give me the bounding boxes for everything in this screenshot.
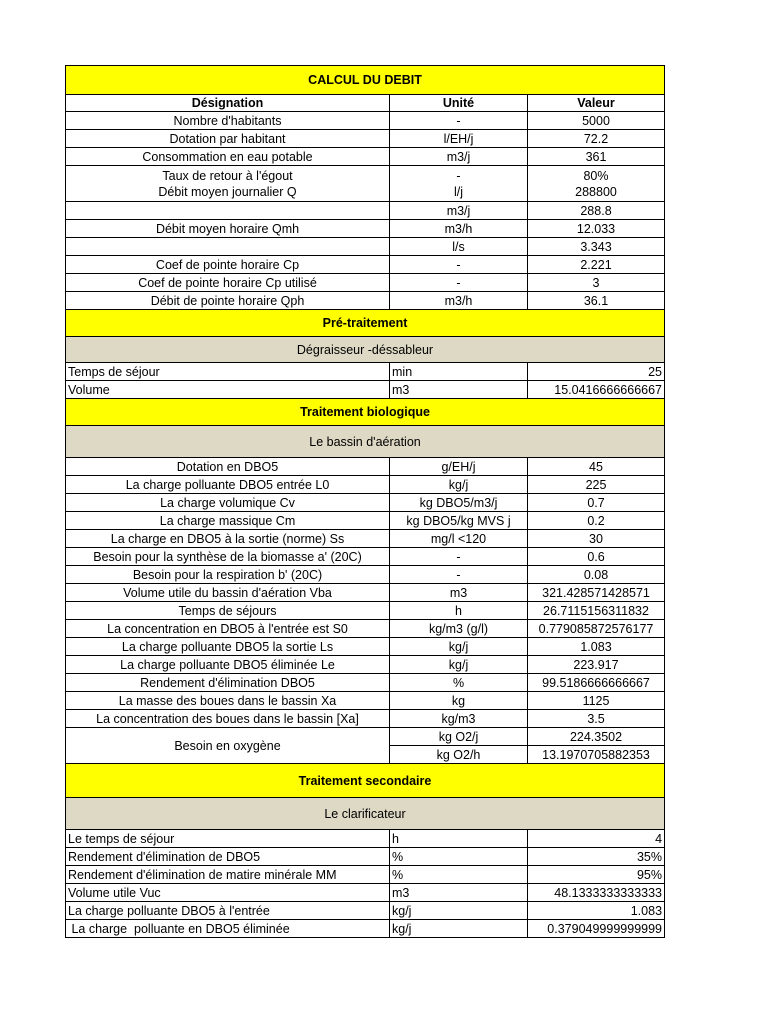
calcul-table [65,65,665,938]
cell-valeur: 224.3502 [528,728,665,746]
cell-valeur-merged [528,166,665,202]
cell-valeur: 13.1970705882353 [528,746,665,764]
cell-valeur: 12.033 [528,220,665,238]
cell-valeur: 95% [528,866,665,884]
header-designation: Désignation [66,95,390,112]
cell-designation: Volume utile Vuc [66,884,390,902]
cell-unite: % [390,848,528,866]
cell-unite-merged [390,166,528,202]
cell-valeur: 0.2 [528,512,665,530]
cell-valeur: 45 [528,458,665,476]
cell-designation: La charge en DBO5 à la sortie (norme) Ss [66,530,390,548]
cell-designation: La charge polluante DBO5 éliminée Le [66,656,390,674]
cell-designation: La concentration des boues dans le bassin [Xa] [66,710,390,728]
cell-valeur: 361 [528,148,665,166]
cell-valeur: 288.8 [528,202,665,220]
cell-valeur: 3.343 [528,238,665,256]
cell-unite: kg DBO5/kg MVS j [390,512,528,530]
cell-unite: h [390,602,528,620]
cell-valeur: 0.7 [528,494,665,512]
cell-unite: l/EH/j [390,130,528,148]
cell-valeur: 3 [528,274,665,292]
cell-unite: - [390,566,528,584]
cell-designation: La charge massique Cm [66,512,390,530]
cell-designation: La charge polluante en DBO5 éliminée [66,920,390,938]
cell-unite: m3/j [390,202,528,220]
cell-unite: h [390,830,528,848]
cell-valeur: 223.917 [528,656,665,674]
cell-valeur: 0.08 [528,566,665,584]
cell-valeur: 0.379049999999999 [528,920,665,938]
cell-designation: Consommation en eau potable [66,148,390,166]
cell-valeur: 5000 [528,112,665,130]
cell-unite: kg DBO5/m3/j [390,494,528,512]
cell-unite: - [390,112,528,130]
cell-designation: Besoin pour la synthèse de la biomasse a' (20C) [66,548,390,566]
cell-unite: m3/h [390,292,528,310]
cell-designation: Dotation par habitant [66,130,390,148]
cell-designation: Rendement d'élimination DBO5 [66,674,390,692]
cell-unite: m3/j [390,148,528,166]
cell-valeur: 1.083 [528,902,665,920]
cell-unite: min [390,363,528,381]
cell-unite: kg/m3 [390,710,528,728]
section-pretraitement: Pré-traitement [66,310,665,337]
cell-designation: Débit moyen journalier Q [158,184,297,199]
cell-unite: kg O2/j [390,728,528,746]
section-biologique: Traitement biologique [66,399,665,426]
cell-valeur: 1.083 [528,638,665,656]
cell-designation: Rendement d'élimination de matire minérale MM [66,866,390,884]
cell-unite: kg O2/h [390,746,528,764]
cell-valeur: 26.7115156311832 [528,602,665,620]
cell-designation: Rendement d'élimination de DBO5 [66,848,390,866]
cell-unite: m3 [390,884,528,902]
cell-unite: l/s [390,238,528,256]
cell-valeur: 4 [528,830,665,848]
cell-unite: - [390,256,528,274]
subsection-degraisseur: Dégraisseur -déssableur [66,337,665,363]
cell-unite: kg/j [390,902,528,920]
cell-designation: Besoin pour la respiration b' (20C) [66,566,390,584]
cell-designation: Temps de séjour [66,363,390,381]
cell-unite: kg/j [390,476,528,494]
cell-designation: Débit moyen horaire Qmh [66,220,390,238]
cell-unite: l/j [453,184,464,199]
cell-unite: kg/j [390,920,528,938]
cell-designation: La charge polluante DBO5 à l'entrée [66,902,390,920]
cell-unite: m3 [390,381,528,399]
cell-unite: kg/j [390,656,528,674]
cell-unite: g/EH/j [390,458,528,476]
cell-designation: Coef de pointe horaire Cp utilisé [66,274,390,292]
cell-unite: kg [390,692,528,710]
cell-designation: Débit de pointe horaire Qph [66,292,390,310]
header-valeur: Valeur [528,95,665,112]
cell-designation: Volume [66,381,390,399]
section-calcul-debit: CALCUL DU DEBIT [66,66,665,95]
cell-valeur: 72.2 [528,130,665,148]
cell-designation: La charge polluante DBO5 la sortie Ls [66,638,390,656]
cell-valeur: 80% [583,168,609,183]
cell-unite: kg/m3 (g/l) [390,620,528,638]
cell-designation: Temps de séjours [66,602,390,620]
cell-designation: La masse des boues dans le bassin Xa [66,692,390,710]
cell-unite: - [456,168,461,183]
cell-designation: Dotation en DBO5 [66,458,390,476]
cell-valeur: 99.5186666666667 [528,674,665,692]
cell-designation [66,238,390,256]
cell-valeur: 0.779085872576177 [528,620,665,638]
section-secondaire: Traitement secondaire [66,764,665,798]
cell-designation: La charge volumique Cv [66,494,390,512]
cell-designation: Le temps de séjour [66,830,390,848]
cell-unite: m3 [390,584,528,602]
cell-valeur: 15.0416666666667 [528,381,665,399]
cell-valeur: 35% [528,848,665,866]
cell-valeur: 1125 [528,692,665,710]
cell-designation: Taux de retour à l'égout [162,168,293,183]
cell-valeur: 321.428571428571 [528,584,665,602]
cell-designation: Nombre d'habitants [66,112,390,130]
cell-unite: mg/l <120 [390,530,528,548]
cell-valeur: 25 [528,363,665,381]
cell-designation: Volume utile du bassin d'aération Vba [66,584,390,602]
header-unite: Unité [390,95,528,112]
cell-valeur: 2.221 [528,256,665,274]
cell-designation: Besoin en oxygène [66,728,390,764]
cell-unite: - [390,548,528,566]
subsection-clarificateur: Le clarificateur [66,798,665,830]
cell-designation: La concentration en DBO5 à l'entrée est S0 [66,620,390,638]
cell-valeur: 0.6 [528,548,665,566]
cell-designation: La charge polluante DBO5 entrée L0 [66,476,390,494]
cell-valeur: 48.1333333333333 [528,884,665,902]
cell-designation-merged [66,166,390,202]
cell-designation: Coef de pointe horaire Cp [66,256,390,274]
cell-valeur: 288800 [575,184,617,199]
cell-designation [66,202,390,220]
cell-valeur: 3.5 [528,710,665,728]
cell-unite: - [390,274,528,292]
cell-valeur: 225 [528,476,665,494]
cell-unite: % [390,674,528,692]
subsection-bassin: Le bassin d'aération [66,426,665,458]
cell-valeur: 36.1 [528,292,665,310]
cell-valeur: 30 [528,530,665,548]
cell-unite: % [390,866,528,884]
cell-unite: kg/j [390,638,528,656]
cell-unite: m3/h [390,220,528,238]
